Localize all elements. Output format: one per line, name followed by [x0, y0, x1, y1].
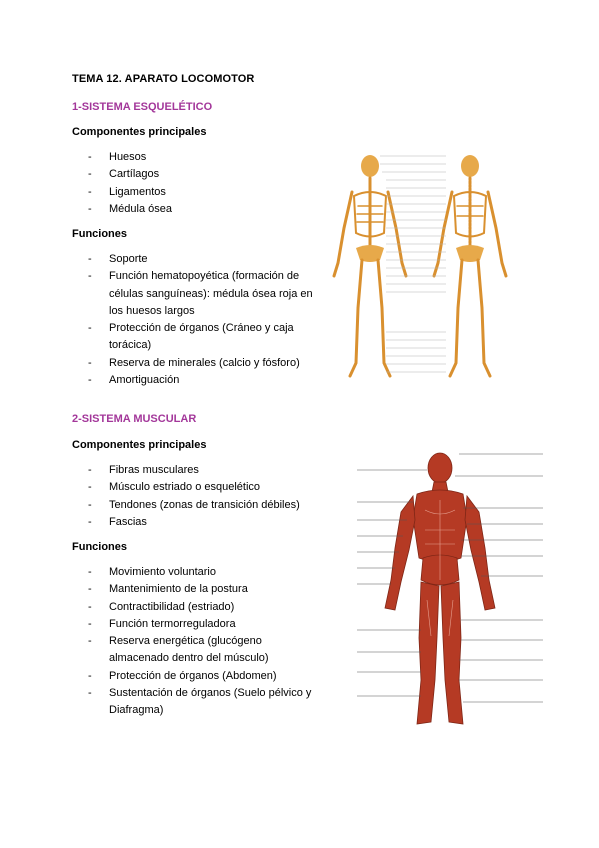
functions-label-muscular: Funciones: [72, 541, 128, 553]
list-item: - Amortiguación: [88, 372, 319, 389]
list-item: - Protección de órganos (Cráneo y caja torácica): [88, 320, 319, 355]
list-item: - Contractibilidad (estriado): [88, 599, 319, 616]
list-item: - Fibras musculares: [88, 462, 300, 479]
section-heading-muscular: 2-SISTEMA MUSCULAR: [72, 413, 197, 425]
list-item: - Sustentación de órganos (Suelo pélvico y Diafragma): [88, 685, 319, 720]
muscle-illustration: [355, 440, 545, 735]
skeleton-illustration: [320, 148, 532, 388]
components-label-skeletal: Componentes principales: [72, 126, 207, 138]
components-list-skeletal: [88, 149, 172, 218]
functions-label-skeletal: Funciones: [72, 228, 128, 240]
skeleton-label-lines: [380, 156, 446, 372]
list-item: - Músculo estriado o esquelético: [88, 479, 300, 496]
list-item: - Huesos: [88, 149, 172, 166]
list-item: - Cartílagos: [88, 166, 172, 183]
list-item: - Función hematopoyética (formación de células sanguíneas): médula ósea roja en los huesos largos: [88, 268, 319, 320]
section-heading-skeletal: 1-SISTEMA ESQUELÉTICO: [72, 101, 213, 113]
list-item: - Reserva energética (glucógeno almacenado dentro del músculo): [88, 633, 319, 668]
components-list-muscular: [88, 462, 300, 531]
document-title: TEMA 12. APARATO LOCOMOTOR: [72, 73, 255, 85]
list-item: - Mantenimiento de la postura: [88, 581, 319, 598]
list-item: - Médula ósea: [88, 201, 172, 218]
list-item: - Reserva de minerales (calcio y fósforo): [88, 355, 319, 372]
list-item: - Soporte: [88, 251, 319, 268]
list-item: - Movimiento voluntario: [88, 564, 319, 581]
functions-list-muscular: [88, 564, 319, 720]
list-item: - Tendones (zonas de transición débiles): [88, 497, 300, 514]
list-item: - Función termorreguladora: [88, 616, 319, 633]
muscle-body: [385, 453, 495, 724]
list-item: - Protección de órganos (Abdomen): [88, 668, 319, 685]
functions-list-skeletal: [88, 251, 319, 389]
components-label-muscular: Componentes principales: [72, 439, 207, 451]
list-item: - Fascias: [88, 514, 300, 531]
list-item: - Ligamentos: [88, 184, 172, 201]
